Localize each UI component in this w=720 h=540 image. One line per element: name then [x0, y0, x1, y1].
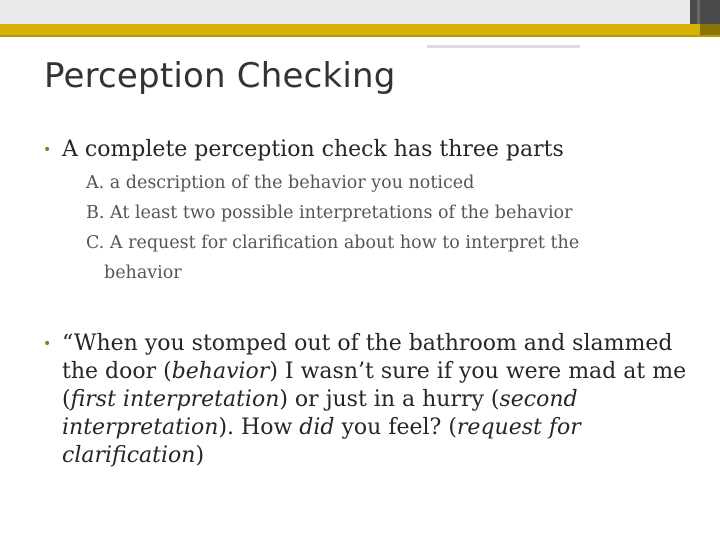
quote-text: ): [195, 443, 205, 468]
bullet-text: A complete perception check has three parts: [62, 137, 564, 162]
quote-text: ). How: [218, 415, 300, 440]
top-gold-band: [0, 24, 720, 35]
bullet-item-1: [44, 136, 564, 164]
quote-emphasis: behavior: [171, 359, 270, 384]
quote-emphasis: did: [299, 415, 335, 440]
bullet-dot-icon: •: [43, 336, 52, 352]
title-accent-line: [427, 45, 580, 48]
bullet-item-2: [44, 330, 704, 470]
sub-item-b: B. At least two possible interpretations of the behavior: [86, 203, 573, 223]
sub-item-a: A. a description of the behavior you noticed: [86, 173, 475, 193]
quote-emphasis: second interpretation: [62, 387, 578, 440]
sub-item-c-continued: behavior: [104, 263, 182, 283]
quote-emphasis: first interpretation: [70, 387, 280, 412]
slide-title: Perception Checking: [44, 56, 396, 96]
quote-text: you feel? (: [334, 415, 457, 440]
top-dark-divider: [697, 0, 700, 24]
perception-check-parts-list: [86, 168, 579, 288]
top-gold-dark-corner: [700, 24, 720, 35]
top-gold-edge: [0, 35, 720, 37]
quote-text: ) or just in a hurry (: [279, 387, 500, 412]
example-quote: [62, 330, 704, 470]
top-gray-band: [0, 0, 720, 24]
quote-text: ) I wasn’t sure if you were mad at me (: [62, 359, 687, 412]
top-dark-corner: [690, 0, 720, 24]
bullet-dot-icon: •: [43, 142, 52, 158]
sub-item-c: C. A request for clarification about how to interpret the: [86, 233, 580, 253]
quote-emphasis: request for clarification: [62, 415, 581, 468]
quote-text: “When you stomped out of the bathroom and slammed the door (: [62, 331, 673, 384]
